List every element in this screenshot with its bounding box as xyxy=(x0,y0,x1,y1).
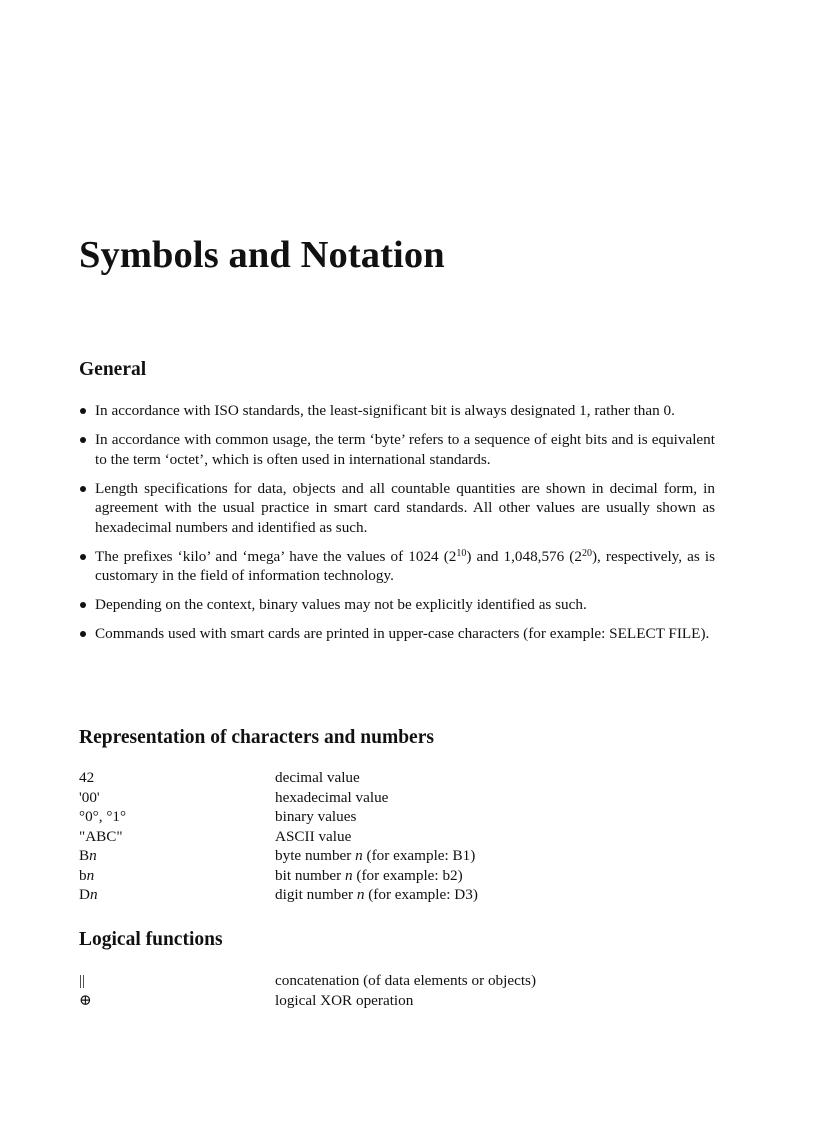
bullet-item: In accordance with ISO standards, the least-significant bit is always designated 1, rather than 0. xyxy=(79,401,715,421)
section-heading-logical-functions: Logical functions xyxy=(79,929,223,950)
mega-exponent: 20 xyxy=(581,547,592,559)
symbol-cell: ⊕ xyxy=(79,991,92,1009)
bullet-item: Commands used with smart cards are printed in upper-case characters (for example: SELECT FILE). xyxy=(79,624,715,644)
symbol-cell: || xyxy=(79,972,86,989)
description-suffix: (for example: B1) xyxy=(362,847,476,864)
description-cell xyxy=(275,885,715,905)
prefix-text-before: The prefixes ‘kilo’ and ‘mega’ have the values of 1024 (2 xyxy=(95,547,457,565)
description-variable: n xyxy=(345,866,353,884)
prefix-text-after: ), respectively, as is customary in the field of information technology. xyxy=(95,547,715,584)
description-prefix: bit number xyxy=(275,866,346,884)
description-cell xyxy=(275,866,715,886)
symbol-variable: n xyxy=(89,847,97,864)
table-row xyxy=(79,885,715,905)
symbol-prefix: B xyxy=(79,847,90,864)
description-prefix: digit number xyxy=(275,886,357,903)
description-cell: concatenation (of data elements or objects) xyxy=(275,972,537,989)
symbol-prefix: D xyxy=(79,886,90,903)
table-row xyxy=(79,991,715,1011)
symbol-prefix: b xyxy=(79,866,87,884)
bullet-item: In accordance with common usage, the term ‘byte’ refers to a sequence of eight bits and is equivalent to the term ‘octet’, which is often used in international standards. xyxy=(79,430,715,469)
symbol-cell xyxy=(79,846,275,866)
symbol-cell xyxy=(79,885,275,905)
description-suffix: (for example: b2) xyxy=(352,866,463,884)
table-row xyxy=(79,971,715,991)
logical-functions-table xyxy=(79,971,715,1010)
kilo-exponent: 10 xyxy=(456,547,467,559)
symbol-variable: n xyxy=(89,886,98,903)
description-cell: decimal value xyxy=(275,769,360,786)
bullet-item: Depending on the context, binary values may not be explicitly identified as such. xyxy=(79,595,715,615)
page-title: Symbols and Notation xyxy=(79,234,445,276)
prefix-text-between: ) and 1,048,576 (2 xyxy=(466,547,582,565)
description-suffix: (for example: D3) xyxy=(364,886,478,903)
description-cell: logical XOR operation xyxy=(275,991,414,1009)
bullet-item: Length specifications for data, objects and all countable quantities are shown in decimal form, in agreement with the usual practice in smart card standards. All other values are usually shown as hexadecimal numbers and identified as such. xyxy=(79,479,715,538)
table-row xyxy=(79,866,715,886)
bullet-item-prefixes xyxy=(79,547,715,586)
symbol-cell xyxy=(79,866,275,886)
table-row xyxy=(79,846,715,866)
table-row xyxy=(79,807,715,827)
description-variable: n xyxy=(355,847,363,864)
description-cell: hexadecimal value xyxy=(275,788,389,806)
general-bullet-list xyxy=(79,401,715,653)
symbol-cell: "ABC" xyxy=(79,827,123,845)
description-cell: ASCII value xyxy=(275,827,352,845)
section-heading-representation: Representation of characters and numbers xyxy=(79,727,434,748)
representation-table xyxy=(79,768,715,905)
description-variable: n xyxy=(356,886,365,903)
description-cell xyxy=(275,846,715,866)
description-cell: binary values xyxy=(275,808,357,825)
symbol-variable: n xyxy=(86,866,95,884)
symbol-cell: °0°, °1° xyxy=(79,808,127,825)
table-row xyxy=(79,768,715,788)
section-heading-general: General xyxy=(79,359,147,380)
table-row xyxy=(79,827,715,847)
table-row xyxy=(79,788,715,808)
symbol-cell: 42 xyxy=(79,769,95,786)
description-prefix: byte number xyxy=(275,847,356,864)
symbol-cell: '00' xyxy=(79,788,100,806)
